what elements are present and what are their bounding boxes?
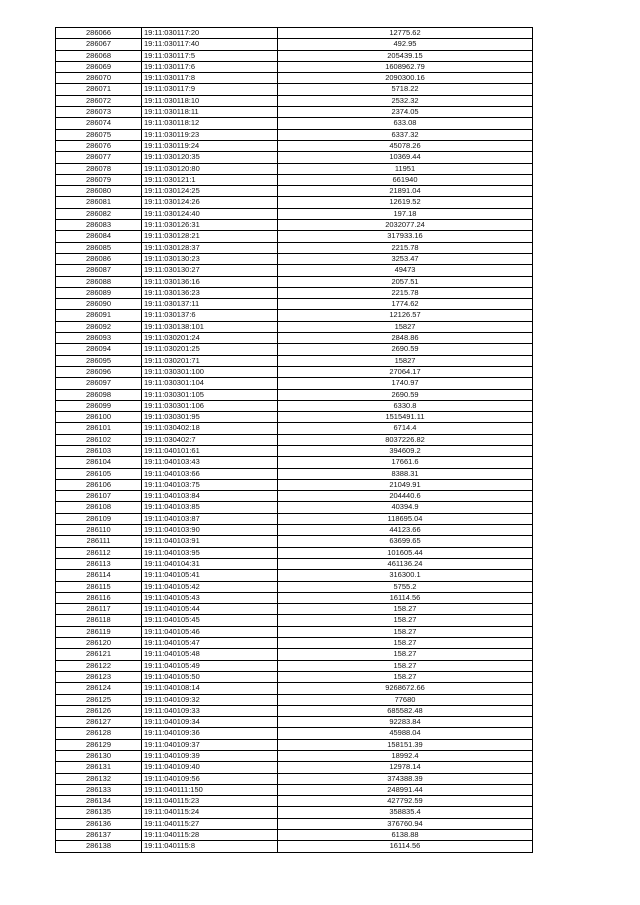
cadastral-number-cell: 19:11:030301:95 xyxy=(142,412,278,423)
table-row xyxy=(56,547,533,558)
value-cell: 685582.48 xyxy=(278,705,533,716)
cadastral-number-cell: 19:11:030121:1 xyxy=(142,174,278,185)
record-id-cell: 286115 xyxy=(56,581,142,592)
record-id-cell: 286109 xyxy=(56,513,142,524)
value-cell: 12126.57 xyxy=(278,310,533,321)
table-row xyxy=(56,762,533,773)
cadastral-number-cell: 19:11:030119:24 xyxy=(142,140,278,151)
value-cell: 492.95 xyxy=(278,39,533,50)
cadastral-number-cell: 19:11:040115:8 xyxy=(142,841,278,852)
table-row xyxy=(56,604,533,615)
table-row xyxy=(56,50,533,61)
table-row xyxy=(56,830,533,841)
value-cell: 633.08 xyxy=(278,118,533,129)
cadastral-number-cell: 19:11:030201:71 xyxy=(142,355,278,366)
value-cell: 661940 xyxy=(278,174,533,185)
record-id-cell: 286129 xyxy=(56,739,142,750)
cadastral-number-cell: 19:11:040108:14 xyxy=(142,683,278,694)
table-row xyxy=(56,423,533,434)
table-row xyxy=(56,728,533,739)
value-cell: 118695.04 xyxy=(278,513,533,524)
cadastral-number-cell: 19:11:030130:23 xyxy=(142,253,278,264)
record-id-cell: 286126 xyxy=(56,705,142,716)
record-id-cell: 286074 xyxy=(56,118,142,129)
cadastral-number-cell: 19:11:040101:61 xyxy=(142,445,278,456)
record-id-cell: 286110 xyxy=(56,525,142,536)
cadastral-number-cell: 19:11:030136:16 xyxy=(142,276,278,287)
cadastral-number-cell: 19:11:040109:37 xyxy=(142,739,278,750)
cadastral-number-cell: 19:11:030120:35 xyxy=(142,152,278,163)
value-cell: 394609.2 xyxy=(278,445,533,456)
cadastral-number-cell: 19:11:040105:46 xyxy=(142,626,278,637)
cadastral-number-cell: 19:11:030128:37 xyxy=(142,242,278,253)
table-row xyxy=(56,491,533,502)
record-id-cell: 286083 xyxy=(56,220,142,231)
cadastral-number-cell: 19:11:030137:11 xyxy=(142,299,278,310)
table-row xyxy=(56,253,533,264)
table-row xyxy=(56,344,533,355)
cadastral-number-cell: 19:11:040109:39 xyxy=(142,751,278,762)
table-row xyxy=(56,242,533,253)
record-id-cell: 286119 xyxy=(56,626,142,637)
value-cell: 205439.15 xyxy=(278,50,533,61)
table-row xyxy=(56,434,533,445)
value-cell: 45078.26 xyxy=(278,140,533,151)
value-cell: 5718.22 xyxy=(278,84,533,95)
record-id-cell: 286093 xyxy=(56,333,142,344)
record-id-cell: 286102 xyxy=(56,434,142,445)
cadastral-number-cell: 19:11:030118:11 xyxy=(142,107,278,118)
record-id-cell: 286079 xyxy=(56,174,142,185)
table-row xyxy=(56,378,533,389)
value-cell: 6714.4 xyxy=(278,423,533,434)
cadastral-number-cell: 19:11:030119:23 xyxy=(142,129,278,140)
table-row xyxy=(56,683,533,694)
table-row xyxy=(56,570,533,581)
record-id-cell: 286076 xyxy=(56,140,142,151)
value-cell: 158.27 xyxy=(278,649,533,660)
value-cell: 1515491.11 xyxy=(278,412,533,423)
record-id-cell: 286068 xyxy=(56,50,142,61)
record-id-cell: 286071 xyxy=(56,84,142,95)
value-cell: 376760.94 xyxy=(278,818,533,829)
record-id-cell: 286107 xyxy=(56,491,142,502)
cadastral-number-cell: 19:11:030117:6 xyxy=(142,61,278,72)
table-row xyxy=(56,445,533,456)
value-cell: 197.18 xyxy=(278,208,533,219)
record-id-cell: 286087 xyxy=(56,265,142,276)
cadastral-number-cell: 19:11:030137:6 xyxy=(142,310,278,321)
table-row xyxy=(56,321,533,332)
value-cell: 10369.44 xyxy=(278,152,533,163)
cadastral-number-cell: 19:11:030301:100 xyxy=(142,366,278,377)
cadastral-number-cell: 19:11:040103:90 xyxy=(142,525,278,536)
value-cell: 158.27 xyxy=(278,638,533,649)
value-cell: 49473 xyxy=(278,265,533,276)
record-id-cell: 286132 xyxy=(56,773,142,784)
cadastral-number-cell: 19:11:040109:36 xyxy=(142,728,278,739)
record-id-cell: 286106 xyxy=(56,479,142,490)
cadastral-number-cell: 19:11:040109:56 xyxy=(142,773,278,784)
table-row xyxy=(56,220,533,231)
cadastral-number-cell: 19:11:040103:66 xyxy=(142,468,278,479)
cadastral-number-cell: 19:11:030301:105 xyxy=(142,389,278,400)
value-cell: 461136.24 xyxy=(278,558,533,569)
value-cell: 2215.78 xyxy=(278,242,533,253)
table-row xyxy=(56,174,533,185)
record-id-cell: 286121 xyxy=(56,649,142,660)
table-row xyxy=(56,513,533,524)
table-row xyxy=(56,333,533,344)
table-row xyxy=(56,107,533,118)
cadastral-number-cell: 19:11:040103:84 xyxy=(142,491,278,502)
cadastral-number-cell: 19:11:040103:95 xyxy=(142,547,278,558)
record-id-cell: 286086 xyxy=(56,253,142,264)
table-row xyxy=(56,140,533,151)
table-row xyxy=(56,717,533,728)
value-cell: 2057.51 xyxy=(278,276,533,287)
cadastral-number-cell: 19:11:030128:21 xyxy=(142,231,278,242)
cadastral-number-cell: 19:11:040115:28 xyxy=(142,830,278,841)
value-cell: 6330.8 xyxy=(278,400,533,411)
table-row xyxy=(56,784,533,795)
table-row xyxy=(56,807,533,818)
record-id-cell: 286117 xyxy=(56,604,142,615)
table-row xyxy=(56,751,533,762)
cadastral-number-cell: 19:11:040105:42 xyxy=(142,581,278,592)
cadastral-number-cell: 19:11:030117:5 xyxy=(142,50,278,61)
record-id-cell: 286081 xyxy=(56,197,142,208)
record-id-cell: 286123 xyxy=(56,671,142,682)
record-id-cell: 286069 xyxy=(56,61,142,72)
table-row xyxy=(56,208,533,219)
cadastral-number-cell: 19:11:040105:49 xyxy=(142,660,278,671)
cadastral-number-cell: 19:11:030124:26 xyxy=(142,197,278,208)
value-cell: 9268672.66 xyxy=(278,683,533,694)
table-row xyxy=(56,355,533,366)
cadastral-number-cell: 19:11:030118:10 xyxy=(142,95,278,106)
table-row xyxy=(56,739,533,750)
table-row xyxy=(56,796,533,807)
value-cell: 1608962.79 xyxy=(278,61,533,72)
table-row xyxy=(56,129,533,140)
cadastral-number-cell: 19:11:030126:31 xyxy=(142,220,278,231)
record-id-cell: 286124 xyxy=(56,683,142,694)
cadastral-number-cell: 19:11:030117:9 xyxy=(142,84,278,95)
cadastral-number-cell: 19:11:040105:50 xyxy=(142,671,278,682)
cadastral-number-cell: 19:11:030402:18 xyxy=(142,423,278,434)
data-table xyxy=(55,27,533,853)
cadastral-number-cell: 19:11:030117:8 xyxy=(142,73,278,84)
record-id-cell: 286131 xyxy=(56,762,142,773)
cadastral-number-cell: 19:11:040109:33 xyxy=(142,705,278,716)
record-id-cell: 286098 xyxy=(56,389,142,400)
record-id-cell: 286125 xyxy=(56,694,142,705)
value-cell: 21891.04 xyxy=(278,186,533,197)
record-id-cell: 286120 xyxy=(56,638,142,649)
table-row xyxy=(56,468,533,479)
table-row xyxy=(56,299,533,310)
record-id-cell: 286127 xyxy=(56,717,142,728)
record-id-cell: 286066 xyxy=(56,28,142,39)
value-cell: 21049.91 xyxy=(278,479,533,490)
value-cell: 2532.32 xyxy=(278,95,533,106)
value-cell: 374388.39 xyxy=(278,773,533,784)
value-cell: 27064.17 xyxy=(278,366,533,377)
value-cell: 6337.32 xyxy=(278,129,533,140)
value-cell: 16114.56 xyxy=(278,841,533,852)
value-cell: 12619.52 xyxy=(278,197,533,208)
record-id-cell: 286128 xyxy=(56,728,142,739)
table-row xyxy=(56,536,533,547)
record-id-cell: 286099 xyxy=(56,400,142,411)
cadastral-number-cell: 19:11:040105:47 xyxy=(142,638,278,649)
table-row xyxy=(56,231,533,242)
value-cell: 5755.2 xyxy=(278,581,533,592)
cadastral-number-cell: 19:11:040109:34 xyxy=(142,717,278,728)
record-id-cell: 286111 xyxy=(56,536,142,547)
table-row xyxy=(56,287,533,298)
record-id-cell: 286122 xyxy=(56,660,142,671)
cadastral-number-cell: 19:11:030124:25 xyxy=(142,186,278,197)
table-body xyxy=(56,28,533,853)
table-row xyxy=(56,581,533,592)
record-id-cell: 286104 xyxy=(56,457,142,468)
record-id-cell: 286138 xyxy=(56,841,142,852)
record-id-cell: 286130 xyxy=(56,751,142,762)
value-cell: 3253.47 xyxy=(278,253,533,264)
value-cell: 63699.65 xyxy=(278,536,533,547)
value-cell: 158.27 xyxy=(278,660,533,671)
table-row xyxy=(56,694,533,705)
value-cell: 15827 xyxy=(278,321,533,332)
value-cell: 44123.66 xyxy=(278,525,533,536)
table-row xyxy=(56,265,533,276)
table-row xyxy=(56,118,533,129)
record-id-cell: 286137 xyxy=(56,830,142,841)
value-cell: 316300.1 xyxy=(278,570,533,581)
cadastral-number-cell: 19:11:040115:23 xyxy=(142,796,278,807)
cadastral-number-cell: 19:11:030117:40 xyxy=(142,39,278,50)
record-id-cell: 286100 xyxy=(56,412,142,423)
value-cell: 40394.9 xyxy=(278,502,533,513)
record-id-cell: 286118 xyxy=(56,615,142,626)
table-row xyxy=(56,457,533,468)
table-row xyxy=(56,95,533,106)
record-id-cell: 286067 xyxy=(56,39,142,50)
cadastral-number-cell: 19:11:030301:104 xyxy=(142,378,278,389)
table-row xyxy=(56,197,533,208)
record-id-cell: 286096 xyxy=(56,366,142,377)
value-cell: 12775.62 xyxy=(278,28,533,39)
cadastral-number-cell: 19:11:030120:80 xyxy=(142,163,278,174)
cadastral-number-cell: 19:11:030201:24 xyxy=(142,333,278,344)
record-id-cell: 286085 xyxy=(56,242,142,253)
record-id-cell: 286078 xyxy=(56,163,142,174)
record-id-cell: 286108 xyxy=(56,502,142,513)
table-row xyxy=(56,84,533,95)
cadastral-number-cell: 19:11:040104:31 xyxy=(142,558,278,569)
value-cell: 11951 xyxy=(278,163,533,174)
value-cell: 427792.59 xyxy=(278,796,533,807)
record-id-cell: 286113 xyxy=(56,558,142,569)
cadastral-number-cell: 19:11:040109:32 xyxy=(142,694,278,705)
cadastral-number-cell: 19:11:040105:43 xyxy=(142,592,278,603)
table-row xyxy=(56,558,533,569)
record-id-cell: 286088 xyxy=(56,276,142,287)
record-id-cell: 286094 xyxy=(56,344,142,355)
table-row xyxy=(56,671,533,682)
cadastral-number-cell: 19:11:030124:40 xyxy=(142,208,278,219)
record-id-cell: 286073 xyxy=(56,107,142,118)
value-cell: 2215.78 xyxy=(278,287,533,298)
cadastral-number-cell: 19:11:030117:20 xyxy=(142,28,278,39)
value-cell: 2090300.16 xyxy=(278,73,533,84)
value-cell: 2032077.24 xyxy=(278,220,533,231)
record-id-cell: 286075 xyxy=(56,129,142,140)
cadastral-number-cell: 19:11:040105:48 xyxy=(142,649,278,660)
value-cell: 158.27 xyxy=(278,626,533,637)
value-cell: 101605.44 xyxy=(278,547,533,558)
value-cell: 8388.31 xyxy=(278,468,533,479)
value-cell: 17661.6 xyxy=(278,457,533,468)
value-cell: 2690.59 xyxy=(278,389,533,400)
record-id-cell: 286082 xyxy=(56,208,142,219)
table-row xyxy=(56,841,533,852)
table-row xyxy=(56,818,533,829)
value-cell: 248991.44 xyxy=(278,784,533,795)
value-cell: 158.27 xyxy=(278,604,533,615)
value-cell: 16114.56 xyxy=(278,592,533,603)
record-id-cell: 286097 xyxy=(56,378,142,389)
record-id-cell: 286084 xyxy=(56,231,142,242)
cadastral-number-cell: 19:11:040105:41 xyxy=(142,570,278,581)
cadastral-number-cell: 19:11:040115:24 xyxy=(142,807,278,818)
cadastral-number-cell: 19:11:040103:85 xyxy=(142,502,278,513)
value-cell: 2848.86 xyxy=(278,333,533,344)
value-cell: 204440.6 xyxy=(278,491,533,502)
cadastral-number-cell: 19:11:040103:91 xyxy=(142,536,278,547)
record-id-cell: 286135 xyxy=(56,807,142,818)
cadastral-number-cell: 19:11:030201:25 xyxy=(142,344,278,355)
value-cell: 1774.62 xyxy=(278,299,533,310)
table-row xyxy=(56,163,533,174)
table-row xyxy=(56,400,533,411)
value-cell: 77680 xyxy=(278,694,533,705)
cadastral-number-cell: 19:11:030130:27 xyxy=(142,265,278,276)
table-row xyxy=(56,61,533,72)
record-id-cell: 286101 xyxy=(56,423,142,434)
value-cell: 158.27 xyxy=(278,671,533,682)
cadastral-number-cell: 19:11:040115:27 xyxy=(142,818,278,829)
table-row xyxy=(56,73,533,84)
value-cell: 92283.84 xyxy=(278,717,533,728)
record-id-cell: 286134 xyxy=(56,796,142,807)
table-row xyxy=(56,638,533,649)
table-row xyxy=(56,592,533,603)
table-row xyxy=(56,28,533,39)
record-id-cell: 286136 xyxy=(56,818,142,829)
table-row xyxy=(56,660,533,671)
cadastral-number-cell: 19:11:040111:150 xyxy=(142,784,278,795)
table-row xyxy=(56,389,533,400)
table-row xyxy=(56,276,533,287)
record-id-cell: 286090 xyxy=(56,299,142,310)
cadastral-number-cell: 19:11:040109:40 xyxy=(142,762,278,773)
cadastral-number-cell: 19:11:030118:12 xyxy=(142,118,278,129)
cadastral-number-cell: 19:11:040103:87 xyxy=(142,513,278,524)
value-cell: 12978.14 xyxy=(278,762,533,773)
value-cell: 317933.16 xyxy=(278,231,533,242)
value-cell: 2374.05 xyxy=(278,107,533,118)
value-cell: 45988.04 xyxy=(278,728,533,739)
table-row xyxy=(56,479,533,490)
record-id-cell: 286092 xyxy=(56,321,142,332)
cadastral-number-cell: 19:11:030402:7 xyxy=(142,434,278,445)
table-row xyxy=(56,152,533,163)
record-id-cell: 286077 xyxy=(56,152,142,163)
cadastral-number-cell: 19:11:030138:101 xyxy=(142,321,278,332)
table-row xyxy=(56,186,533,197)
record-id-cell: 286105 xyxy=(56,468,142,479)
value-cell: 2690.59 xyxy=(278,344,533,355)
record-id-cell: 286112 xyxy=(56,547,142,558)
table-row xyxy=(56,502,533,513)
value-cell: 18992.4 xyxy=(278,751,533,762)
cadastral-number-cell: 19:11:040105:44 xyxy=(142,604,278,615)
table-row xyxy=(56,615,533,626)
record-id-cell: 286095 xyxy=(56,355,142,366)
value-cell: 15827 xyxy=(278,355,533,366)
value-cell: 358835.4 xyxy=(278,807,533,818)
record-id-cell: 286114 xyxy=(56,570,142,581)
record-id-cell: 286091 xyxy=(56,310,142,321)
table-row xyxy=(56,525,533,536)
table-row xyxy=(56,412,533,423)
record-id-cell: 286116 xyxy=(56,592,142,603)
table-row xyxy=(56,310,533,321)
record-id-cell: 286103 xyxy=(56,445,142,456)
cadastral-number-cell: 19:11:030301:106 xyxy=(142,400,278,411)
table-row xyxy=(56,366,533,377)
value-cell: 158.27 xyxy=(278,615,533,626)
value-cell: 6138.88 xyxy=(278,830,533,841)
cadastral-number-cell: 19:11:040103:43 xyxy=(142,457,278,468)
value-cell: 8037226.82 xyxy=(278,434,533,445)
table-row xyxy=(56,649,533,660)
cadastral-number-cell: 19:11:030136:23 xyxy=(142,287,278,298)
cadastral-number-cell: 19:11:040103:75 xyxy=(142,479,278,490)
table-row xyxy=(56,773,533,784)
record-id-cell: 286133 xyxy=(56,784,142,795)
record-id-cell: 286072 xyxy=(56,95,142,106)
value-cell: 158151.39 xyxy=(278,739,533,750)
record-id-cell: 286080 xyxy=(56,186,142,197)
cadastral-number-cell: 19:11:040105:45 xyxy=(142,615,278,626)
table-row xyxy=(56,626,533,637)
table-row xyxy=(56,39,533,50)
table-row xyxy=(56,705,533,716)
record-id-cell: 286089 xyxy=(56,287,142,298)
record-id-cell: 286070 xyxy=(56,73,142,84)
value-cell: 1740.97 xyxy=(278,378,533,389)
